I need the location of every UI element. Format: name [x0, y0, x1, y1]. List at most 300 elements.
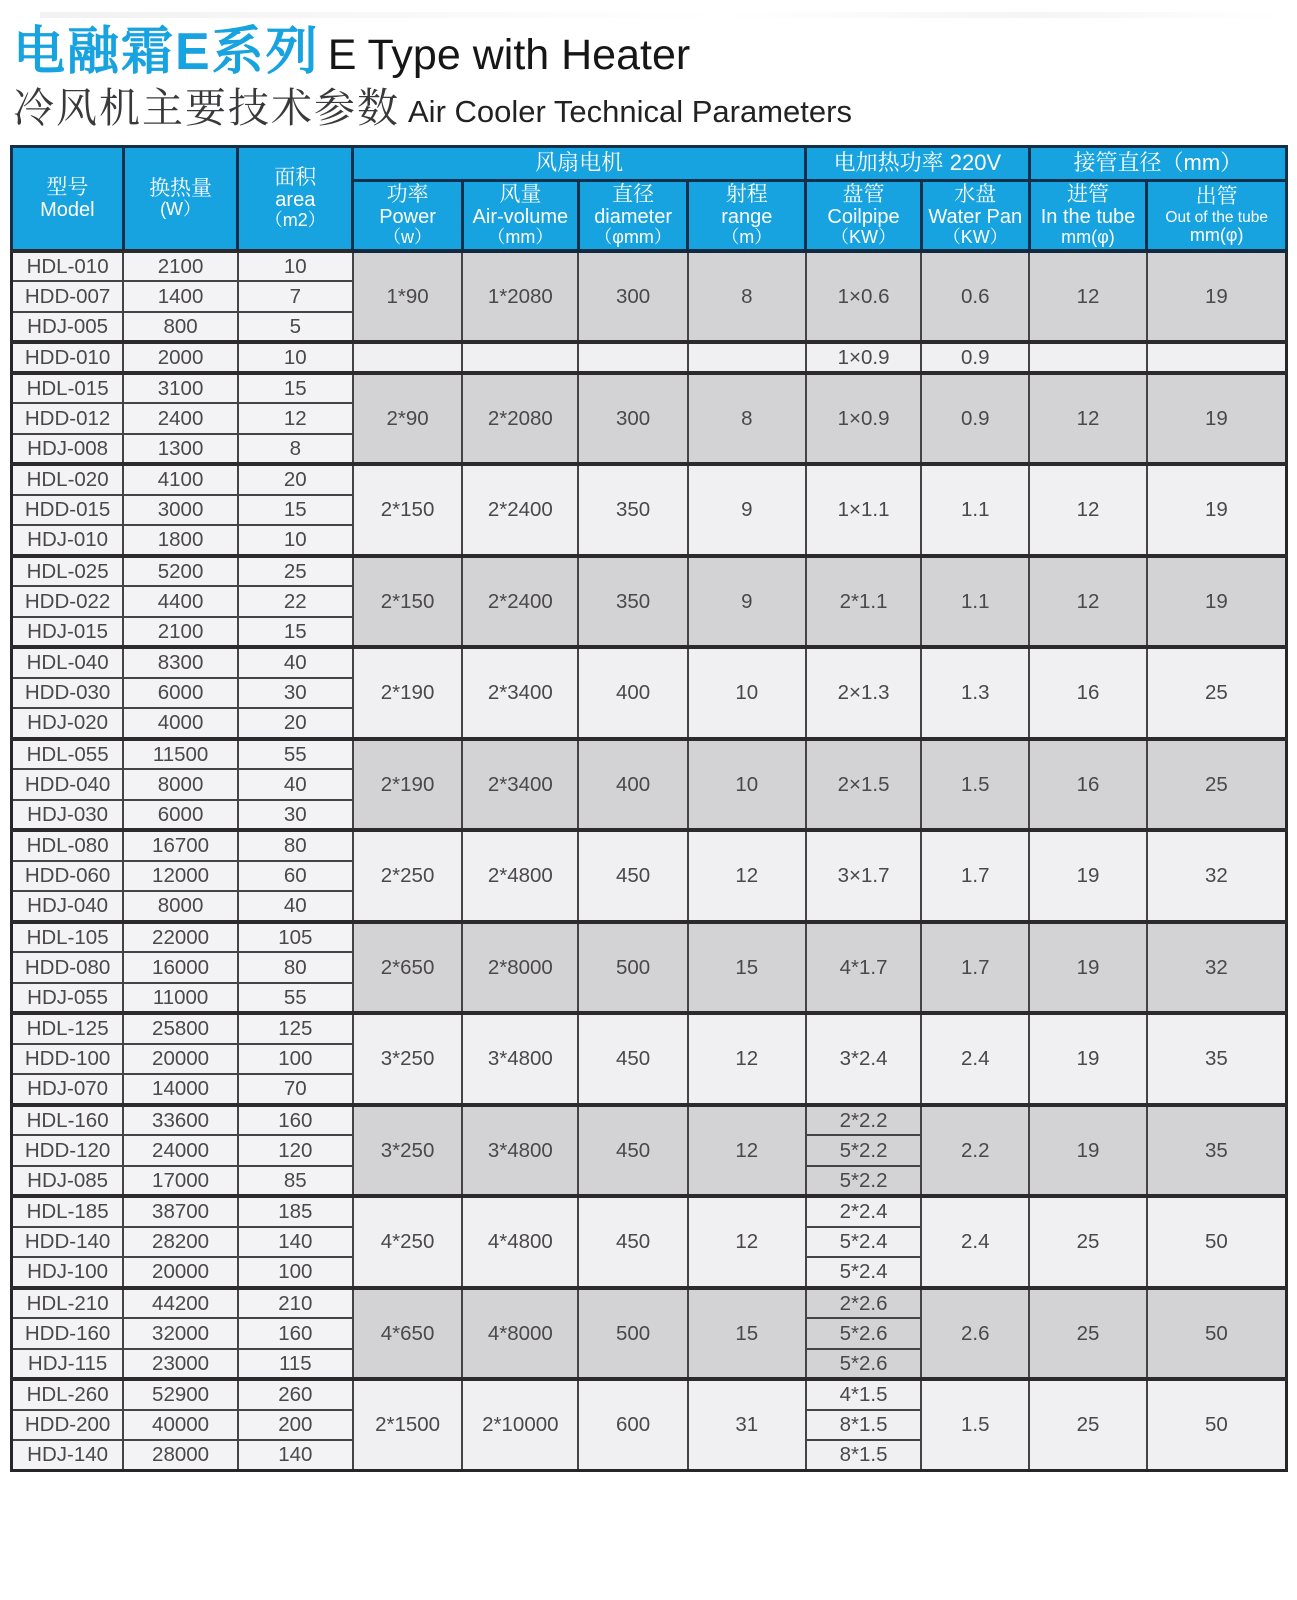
cell-model: HDD-160 — [12, 1318, 124, 1349]
group-header-pipe-diameter: 接管直径（mm） — [1029, 147, 1286, 181]
cell-heat-exchange: 20000 — [123, 1044, 238, 1075]
table-row — [12, 251, 1287, 282]
cell-area: 200 — [238, 1410, 353, 1441]
cell-tube-in: 25 — [1029, 1288, 1147, 1380]
cell-fan-diameter — [578, 342, 688, 373]
cell-fan-range: 9 — [688, 464, 806, 556]
cell-tube-in: 12 — [1029, 251, 1147, 343]
cell-model: HDD-080 — [12, 952, 124, 983]
cell-tube-in: 19 — [1029, 1105, 1147, 1197]
cell-area: 185 — [238, 1196, 353, 1227]
col-header-diameter-cn: 直径 — [612, 183, 655, 206]
cell-heat-exchange: 6000 — [123, 800, 238, 831]
col-header-power-cn: 功率 — [386, 183, 429, 206]
cell-fan-air-volume: 2*2080 — [462, 373, 578, 465]
page-title-english: E Type with Heater — [327, 31, 691, 79]
cell-heat-exchange: 1300 — [123, 434, 238, 465]
page-title-chinese: 电融霜E系列 — [13, 23, 320, 81]
cell-fan-air-volume — [462, 342, 578, 373]
cell-fan-range: 12 — [688, 1196, 806, 1288]
cell-heat-exchange: 5200 — [123, 556, 238, 587]
table-body — [12, 251, 1287, 1471]
cell-area: 5 — [238, 312, 353, 343]
table-row — [12, 739, 1287, 770]
cell-area: 40 — [238, 769, 353, 800]
cell-fan-power: 2*190 — [353, 647, 463, 739]
cell-fan-air-volume: 2*10000 — [462, 1379, 578, 1471]
cell-water-pan: 1.5 — [921, 739, 1029, 831]
cell-area: 55 — [238, 739, 353, 770]
cell-area: 7 — [238, 281, 353, 312]
cell-coilpipe: 3×1.7 — [806, 830, 922, 922]
cell-model: HDJ-140 — [12, 1440, 124, 1471]
cell-model: HDD-060 — [12, 861, 124, 892]
cell-tube-out: 25 — [1147, 739, 1287, 831]
cell-area: 85 — [238, 1166, 353, 1197]
cell-heat-exchange: 4100 — [123, 464, 238, 495]
col-header-range-cn: 射程 — [725, 183, 768, 206]
cell-fan-air-volume: 2*4800 — [462, 830, 578, 922]
cell-area: 12 — [238, 403, 353, 434]
cell-model: HDD-120 — [12, 1135, 124, 1166]
table-row — [12, 1013, 1287, 1044]
cell-heat-exchange: 4000 — [123, 708, 238, 739]
cell-fan-power: 2*150 — [353, 556, 463, 648]
cell-area: 80 — [238, 952, 353, 983]
col-header-pan-en: Water Pan — [928, 206, 1023, 229]
col-header-volume-cn: 风量 — [499, 183, 542, 206]
table-row — [12, 464, 1287, 495]
cell-heat-exchange: 2100 — [123, 251, 238, 282]
cell-fan-air-volume: 4*8000 — [462, 1288, 578, 1380]
col-header-tube-in-cn: 进管 — [1066, 183, 1109, 206]
cell-fan-range — [688, 342, 806, 373]
cell-area: 25 — [238, 556, 353, 587]
cell-area: 160 — [238, 1318, 353, 1349]
cell-model: HDL-040 — [12, 647, 124, 678]
cell-area: 260 — [238, 1379, 353, 1410]
cell-coilpipe: 8*1.5 — [806, 1410, 922, 1441]
col-header-area-cn: 面积 — [274, 166, 317, 189]
cell-fan-diameter: 600 — [578, 1379, 688, 1471]
cell-heat-exchange: 1800 — [123, 525, 238, 556]
cell-area: 140 — [238, 1440, 353, 1471]
cell-model: HDL-125 — [12, 1013, 124, 1044]
col-header-power — [353, 181, 463, 251]
cell-model: HDJ-015 — [12, 617, 124, 648]
cell-heat-exchange: 1400 — [123, 281, 238, 312]
cell-water-pan: 1.1 — [921, 464, 1029, 556]
table-row — [12, 373, 1287, 404]
col-header-range — [688, 181, 806, 251]
cell-area: 40 — [238, 647, 353, 678]
cell-coilpipe: 5*2.6 — [806, 1349, 922, 1380]
cell-coilpipe: 1×1.1 — [806, 464, 922, 556]
cell-fan-air-volume: 4*4800 — [462, 1196, 578, 1288]
cell-water-pan: 1.1 — [921, 556, 1029, 648]
cell-tube-out: 25 — [1147, 647, 1287, 739]
table-row — [12, 830, 1287, 861]
cell-heat-exchange: 2400 — [123, 403, 238, 434]
col-header-tube-out — [1147, 181, 1287, 251]
cell-area: 80 — [238, 830, 353, 861]
cell-area: 125 — [238, 1013, 353, 1044]
cell-fan-diameter: 300 — [578, 373, 688, 465]
cell-fan-range: 12 — [688, 1013, 806, 1105]
cell-model: HDD-010 — [12, 342, 124, 373]
cell-tube-out: 32 — [1147, 830, 1287, 922]
table-row — [12, 556, 1287, 587]
cell-heat-exchange: 40000 — [123, 1410, 238, 1441]
cell-heat-exchange: 24000 — [123, 1135, 238, 1166]
cell-coilpipe: 3*2.4 — [806, 1013, 922, 1105]
cell-heat-exchange: 3100 — [123, 373, 238, 404]
col-header-tube-in-unit: mm(φ) — [1061, 227, 1115, 248]
cell-model: HDD-012 — [12, 403, 124, 434]
cell-water-pan: 1.7 — [921, 922, 1029, 1014]
cell-heat-exchange: 33600 — [123, 1105, 238, 1136]
cell-water-pan: 0.6 — [921, 251, 1029, 343]
cell-coilpipe: 5*2.4 — [806, 1227, 922, 1258]
cell-heat-exchange: 4400 — [123, 586, 238, 617]
cell-model: HDJ-010 — [12, 525, 124, 556]
cell-coilpipe: 1×0.9 — [806, 373, 922, 465]
cell-fan-air-volume: 3*4800 — [462, 1013, 578, 1105]
group-header-fan-motor: 风扇电机 — [353, 147, 806, 181]
col-header-water-pan — [921, 181, 1029, 251]
cell-fan-diameter: 500 — [578, 1288, 688, 1380]
cell-fan-range: 12 — [688, 1105, 806, 1197]
cell-heat-exchange: 11000 — [123, 983, 238, 1014]
cell-heat-exchange: 38700 — [123, 1196, 238, 1227]
cell-fan-air-volume: 2*2400 — [462, 464, 578, 556]
cell-fan-power — [353, 342, 463, 373]
cell-fan-range: 31 — [688, 1379, 806, 1471]
cell-fan-power: 2*190 — [353, 739, 463, 831]
col-header-heat-exchange — [123, 147, 238, 251]
cell-fan-diameter: 350 — [578, 556, 688, 648]
cell-heat-exchange: 20000 — [123, 1257, 238, 1288]
cell-model: HDD-022 — [12, 586, 124, 617]
cell-coilpipe: 5*2.2 — [806, 1135, 922, 1166]
cell-tube-in: 12 — [1029, 556, 1147, 648]
cell-model: HDL-055 — [12, 739, 124, 770]
cell-water-pan: 1.7 — [921, 830, 1029, 922]
cell-area: 20 — [238, 464, 353, 495]
cell-model: HDJ-085 — [12, 1166, 124, 1197]
cell-fan-air-volume: 2*3400 — [462, 647, 578, 739]
col-header-volume-unit: （mm） — [487, 227, 554, 248]
cell-fan-power: 2*650 — [353, 922, 463, 1014]
cell-area: 8 — [238, 434, 353, 465]
cell-fan-power: 3*250 — [353, 1013, 463, 1105]
cell-fan-diameter: 450 — [578, 830, 688, 922]
col-header-coil-en: Coilpipe — [827, 206, 900, 229]
scan-artifact — [40, 12, 1280, 18]
cell-heat-exchange: 16700 — [123, 830, 238, 861]
col-header-diameter-unit: （φmm） — [594, 227, 672, 248]
cell-area: 15 — [238, 373, 353, 404]
cell-coilpipe: 2×1.5 — [806, 739, 922, 831]
cell-model: HDD-140 — [12, 1227, 124, 1258]
cell-heat-exchange: 28000 — [123, 1440, 238, 1471]
cell-model: HDD-015 — [12, 495, 124, 526]
col-header-model — [12, 147, 124, 251]
cell-model: HDJ-040 — [12, 891, 124, 922]
cell-heat-exchange: 8300 — [123, 647, 238, 678]
cell-model: HDL-020 — [12, 464, 124, 495]
cell-fan-diameter: 400 — [578, 739, 688, 831]
cell-heat-exchange: 800 — [123, 312, 238, 343]
col-header-power-unit: （w） — [383, 227, 433, 248]
col-header-coilpipe — [806, 181, 922, 251]
cell-model: HDJ-115 — [12, 1349, 124, 1380]
cell-fan-range: 8 — [688, 251, 806, 343]
cell-area: 210 — [238, 1288, 353, 1319]
cell-model: HDL-105 — [12, 922, 124, 953]
col-header-heat-unit: (W） — [160, 199, 202, 220]
cell-tube-in: 25 — [1029, 1379, 1147, 1471]
cell-coilpipe: 4*1.5 — [806, 1379, 922, 1410]
col-header-tube-out-en: Out of the tube — [1165, 208, 1268, 226]
cell-area: 55 — [238, 983, 353, 1014]
cell-fan-range: 9 — [688, 556, 806, 648]
cell-water-pan: 0.9 — [921, 373, 1029, 465]
cell-model: HDD-007 — [12, 281, 124, 312]
cell-fan-power: 2*150 — [353, 464, 463, 556]
cell-model: HDJ-070 — [12, 1074, 124, 1105]
cell-fan-diameter: 300 — [578, 251, 688, 343]
cell-fan-diameter: 400 — [578, 647, 688, 739]
cell-tube-in: 19 — [1029, 830, 1147, 922]
cell-area: 30 — [238, 800, 353, 831]
page-header — [0, 0, 1297, 129]
cell-heat-exchange: 2000 — [123, 342, 238, 373]
col-header-power-en: Power — [379, 206, 436, 229]
cell-fan-range: 10 — [688, 739, 806, 831]
cell-area: 10 — [238, 342, 353, 373]
cell-tube-out: 19 — [1147, 556, 1287, 648]
parameters-table — [10, 145, 1288, 1472]
cell-model: HDL-210 — [12, 1288, 124, 1319]
cell-coilpipe: 5*2.2 — [806, 1166, 922, 1197]
cell-area: 60 — [238, 861, 353, 892]
cell-fan-diameter: 350 — [578, 464, 688, 556]
cell-tube-out: 32 — [1147, 922, 1287, 1014]
cell-heat-exchange: 11500 — [123, 739, 238, 770]
col-header-tube-out-unit: mm(φ) — [1189, 224, 1244, 245]
cell-coilpipe: 1×0.6 — [806, 251, 922, 343]
cell-coilpipe: 5*2.6 — [806, 1318, 922, 1349]
cell-area: 140 — [238, 1227, 353, 1258]
cell-heat-exchange: 44200 — [123, 1288, 238, 1319]
cell-water-pan: 1.3 — [921, 647, 1029, 739]
cell-tube-out: 19 — [1147, 464, 1287, 556]
table-row — [12, 1105, 1287, 1136]
cell-area: 22 — [238, 586, 353, 617]
cell-area: 20 — [238, 708, 353, 739]
cell-heat-exchange: 12000 — [123, 861, 238, 892]
cell-tube-out: 50 — [1147, 1288, 1287, 1380]
cell-tube-out: 35 — [1147, 1105, 1287, 1197]
col-header-diameter-en: diameter — [594, 206, 672, 229]
cell-coilpipe: 2*2.4 — [806, 1196, 922, 1227]
col-header-tube-out-cn: 出管 — [1195, 185, 1238, 209]
cell-tube-in: 19 — [1029, 1013, 1147, 1105]
cell-fan-air-volume: 1*2080 — [462, 251, 578, 343]
cell-fan-power: 4*250 — [353, 1196, 463, 1288]
page-subtitle-chinese: 冷风机主要技术参数 — [13, 85, 400, 131]
col-header-heat-cn: 换热量 — [149, 177, 213, 200]
cell-model: HDJ-020 — [12, 708, 124, 739]
cell-fan-range: 8 — [688, 373, 806, 465]
cell-area: 160 — [238, 1105, 353, 1136]
cell-model: HDL-260 — [12, 1379, 124, 1410]
cell-heat-exchange: 25800 — [123, 1013, 238, 1044]
cell-fan-diameter: 450 — [578, 1105, 688, 1197]
col-header-range-unit: （m） — [721, 227, 773, 248]
cell-water-pan: 2.6 — [921, 1288, 1029, 1380]
cell-fan-range: 15 — [688, 1288, 806, 1380]
cell-water-pan: 2.2 — [921, 1105, 1029, 1197]
col-header-model-en: Model — [40, 198, 95, 221]
cell-water-pan: 1.5 — [921, 1379, 1029, 1471]
cell-fan-diameter: 450 — [578, 1013, 688, 1105]
cell-tube-in: 16 — [1029, 739, 1147, 831]
cell-tube-out: 19 — [1147, 373, 1287, 465]
col-header-area-unit: （m2） — [264, 210, 326, 231]
col-header-area-en: area — [275, 189, 316, 212]
cell-tube-in: 25 — [1029, 1196, 1147, 1288]
cell-area: 100 — [238, 1044, 353, 1075]
cell-fan-air-volume: 2*2400 — [462, 556, 578, 648]
cell-tube-out — [1147, 342, 1287, 373]
cell-coilpipe: 5*2.4 — [806, 1257, 922, 1288]
cell-coilpipe: 2×1.3 — [806, 647, 922, 739]
col-header-coil-cn: 盘管 — [842, 183, 885, 206]
cell-heat-exchange: 17000 — [123, 1166, 238, 1197]
cell-tube-out: 35 — [1147, 1013, 1287, 1105]
group-header-electric-heating: 电加热功率 220V — [806, 147, 1030, 181]
cell-heat-exchange: 23000 — [123, 1349, 238, 1380]
cell-model: HDL-080 — [12, 830, 124, 861]
cell-fan-power: 4*650 — [353, 1288, 463, 1380]
cell-water-pan: 2.4 — [921, 1196, 1029, 1288]
cell-model: HDJ-055 — [12, 983, 124, 1014]
cell-coilpipe: 1×0.9 — [806, 342, 922, 373]
table-row — [12, 647, 1287, 678]
cell-area: 10 — [238, 525, 353, 556]
cell-model: HDL-015 — [12, 373, 124, 404]
col-header-model-cn: 型号 — [46, 175, 89, 199]
cell-heat-exchange: 32000 — [123, 1318, 238, 1349]
cell-area: 70 — [238, 1074, 353, 1105]
page-subtitle-english: Air Cooler Technical Parameters — [408, 94, 852, 129]
cell-fan-range: 10 — [688, 647, 806, 739]
cell-model: HDJ-100 — [12, 1257, 124, 1288]
cell-fan-range: 15 — [688, 922, 806, 1014]
col-header-pan-cn: 水盘 — [954, 183, 997, 206]
cell-tube-in — [1029, 342, 1147, 373]
cell-area: 105 — [238, 922, 353, 953]
col-header-area — [238, 147, 353, 251]
cell-area: 30 — [238, 678, 353, 709]
cell-heat-exchange: 22000 — [123, 922, 238, 953]
cell-heat-exchange: 3000 — [123, 495, 238, 526]
cell-tube-out: 50 — [1147, 1196, 1287, 1288]
cell-heat-exchange: 52900 — [123, 1379, 238, 1410]
cell-model: HDD-040 — [12, 769, 124, 800]
cell-area: 115 — [238, 1349, 353, 1380]
cell-tube-out: 50 — [1147, 1379, 1287, 1471]
cell-model: HDJ-005 — [12, 312, 124, 343]
cell-model: HDL-160 — [12, 1105, 124, 1136]
cell-coilpipe: 4*1.7 — [806, 922, 922, 1014]
cell-heat-exchange: 6000 — [123, 678, 238, 709]
cell-tube-in: 19 — [1029, 922, 1147, 1014]
col-header-pan-unit: （KW） — [942, 227, 1008, 248]
cell-model: HDL-010 — [12, 251, 124, 282]
cell-model: HDD-200 — [12, 1410, 124, 1441]
table-row — [12, 1288, 1287, 1319]
table-row — [12, 922, 1287, 953]
table-header — [12, 147, 1287, 251]
table-row — [12, 1379, 1287, 1410]
table-row — [12, 342, 1287, 373]
cell-heat-exchange: 14000 — [123, 1074, 238, 1105]
cell-area: 40 — [238, 891, 353, 922]
col-header-air-volume — [462, 181, 578, 251]
cell-coilpipe: 2*1.1 — [806, 556, 922, 648]
cell-area: 100 — [238, 1257, 353, 1288]
cell-fan-air-volume: 2*3400 — [462, 739, 578, 831]
cell-fan-power: 2*1500 — [353, 1379, 463, 1471]
cell-area: 15 — [238, 617, 353, 648]
cell-heat-exchange: 2100 — [123, 617, 238, 648]
cell-heat-exchange: 8000 — [123, 769, 238, 800]
cell-coilpipe: 8*1.5 — [806, 1440, 922, 1471]
col-header-volume-en: Air-volume — [472, 206, 569, 229]
cell-area: 10 — [238, 251, 353, 282]
cell-tube-in: 16 — [1029, 647, 1147, 739]
cell-model: HDL-025 — [12, 556, 124, 587]
cell-coilpipe: 2*2.2 — [806, 1105, 922, 1136]
cell-model: HDJ-030 — [12, 800, 124, 831]
cell-fan-range: 12 — [688, 830, 806, 922]
cell-model: HDD-100 — [12, 1044, 124, 1075]
cell-fan-diameter: 500 — [578, 922, 688, 1014]
cell-area: 120 — [238, 1135, 353, 1166]
cell-tube-in: 12 — [1029, 464, 1147, 556]
cell-model: HDD-030 — [12, 678, 124, 709]
cell-model: HDL-185 — [12, 1196, 124, 1227]
cell-tube-out: 19 — [1147, 251, 1287, 343]
cell-coilpipe: 2*2.6 — [806, 1288, 922, 1319]
cell-heat-exchange: 16000 — [123, 952, 238, 983]
col-header-coil-unit: （KW） — [831, 227, 897, 248]
cell-fan-power: 1*90 — [353, 251, 463, 343]
cell-fan-diameter: 450 — [578, 1196, 688, 1288]
col-header-range-en: range — [721, 206, 773, 229]
cell-water-pan: 2.4 — [921, 1013, 1029, 1105]
col-header-tube-in — [1029, 181, 1147, 251]
cell-heat-exchange: 8000 — [123, 891, 238, 922]
cell-fan-power: 3*250 — [353, 1105, 463, 1197]
cell-fan-power: 2*90 — [353, 373, 463, 465]
cell-water-pan: 0.9 — [921, 342, 1029, 373]
col-header-diameter — [578, 181, 688, 251]
cell-area: 15 — [238, 495, 353, 526]
